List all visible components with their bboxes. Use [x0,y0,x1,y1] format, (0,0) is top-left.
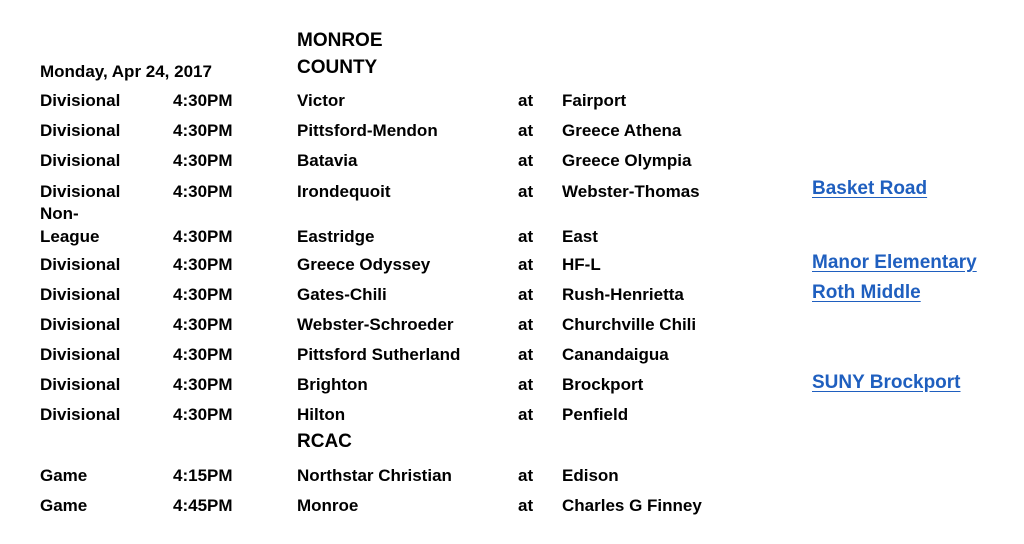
at-label: at [518,255,534,274]
location-link-basket-road[interactable]: Basket Road [812,178,928,199]
away-team: Brighton [297,375,368,394]
home-team: HF-L [562,255,601,274]
away-team: Pittsford Sutherland [297,345,461,364]
location-link-roth-middle[interactable]: Roth Middle [812,282,921,303]
at-label: at [518,227,534,246]
home-team: East [562,227,598,246]
county-title-line1: MONROE [297,30,383,51]
game-type: Divisional [40,255,121,274]
game-type: Divisional [40,375,121,394]
home-team: Greece Athena [562,121,682,140]
game-time: 4:30PM [173,315,233,334]
game-time: 4:30PM [173,285,233,304]
home-team: Rush-Henrietta [562,285,684,304]
away-team: Gates-Chili [297,285,387,304]
game-time: 4:30PM [173,121,233,140]
at-label: at [518,315,534,334]
game-type: Divisional [40,345,121,364]
at-label: at [518,345,534,364]
game-type-line1: Non- [40,204,79,223]
game-type: Divisional [40,121,121,140]
at-label: at [518,405,534,424]
away-team: Irondequoit [297,182,391,201]
game-type: Divisional [40,91,121,110]
at-label: at [518,285,534,304]
at-label: at [518,496,534,515]
game-time: 4:30PM [173,375,233,394]
game-type: Divisional [40,151,121,170]
away-team: Eastridge [297,227,375,246]
game-time: 4:30PM [173,91,233,110]
game-time: 4:45PM [173,496,233,515]
game-type: Divisional [40,315,121,334]
game-type: Divisional [40,285,121,304]
game-time: 4:15PM [173,466,233,485]
game-time: 4:30PM [173,151,233,170]
location-link-manor-elementary[interactable]: Manor Elementary [812,252,977,273]
home-team: Greece Olympia [562,151,692,170]
home-team: Canandaigua [562,345,669,364]
at-label: at [518,375,534,394]
game-type: Divisional [40,405,121,424]
away-team: Hilton [297,405,346,424]
away-team: Monroe [297,496,359,515]
game-time: 4:30PM [173,182,233,201]
game-time: 4:30PM [173,345,233,364]
game-type-line2: League [40,227,100,246]
away-team: Greece Odyssey [297,255,431,274]
away-team: Northstar Christian [297,466,452,485]
game-type: Divisional [40,182,121,201]
schedule-date: Monday, Apr 24, 2017 [40,62,212,81]
home-team: Brockport [562,375,644,394]
game-type: Game [40,466,88,485]
home-team: Churchville Chili [562,315,697,334]
game-time: 4:30PM [173,255,233,274]
away-team: Batavia [297,151,358,170]
away-team: Webster-Schroeder [297,315,454,334]
home-team: Penfield [562,405,629,424]
location-link-suny-brockport[interactable]: SUNY Brockport [812,372,961,393]
at-label: at [518,182,534,201]
away-team: Pittsford-Mendon [297,121,438,140]
game-time: 4:30PM [173,405,233,424]
county-title-line2: COUNTY [297,57,378,78]
home-team: Webster-Thomas [562,182,700,201]
home-team: Fairport [562,91,627,110]
at-label: at [518,91,534,110]
at-label: at [518,121,534,140]
section-title-rcac: RCAC [297,431,352,452]
at-label: at [518,151,534,170]
away-team: Victor [297,91,345,110]
game-time: 4:30PM [173,227,233,246]
at-label: at [518,466,534,485]
home-team: Charles G Finney [562,496,702,515]
game-type: Game [40,496,88,515]
home-team: Edison [562,466,619,485]
